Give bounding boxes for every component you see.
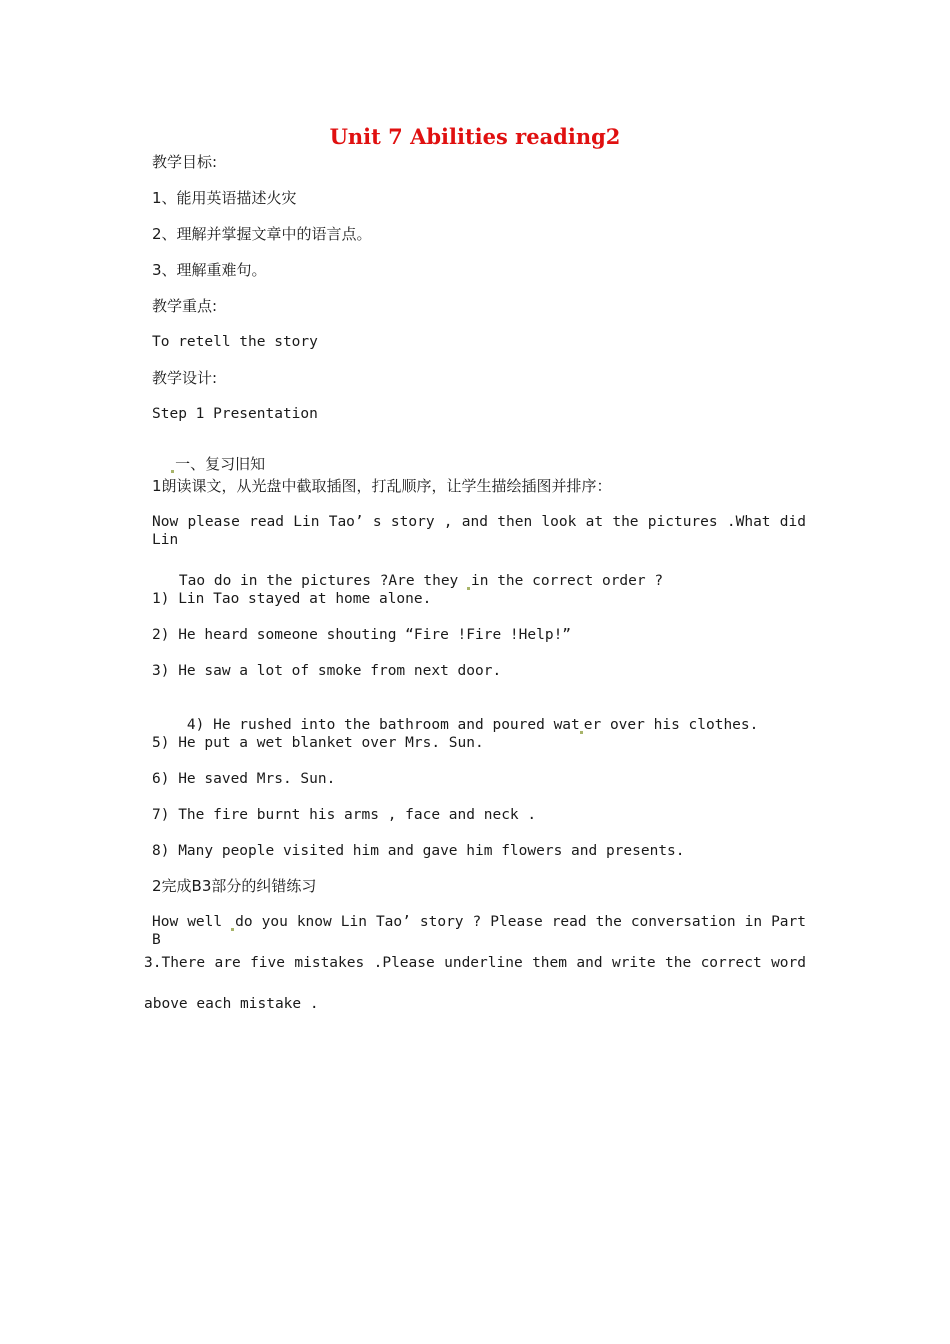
task1-intro-line: Now please read Lin Tao’ s story , and then look at the pictures .What did Lin bbox=[152, 514, 806, 548]
task2-text: do you know Lin Tao’ story ? Please read the conversation in Part B bbox=[152, 914, 806, 948]
sentence-item: 6) He saved Mrs. Sun. bbox=[152, 771, 336, 787]
task2-text-line: above each mistake . bbox=[144, 996, 319, 1012]
key-point-heading: 教学重点: bbox=[152, 297, 218, 315]
objective-item: 1、能用英语描述火灾 bbox=[152, 189, 297, 207]
sentence-item: 5) He put a wet blanket over Mrs. Sun. bbox=[152, 735, 484, 751]
objective-item: 2、理解并掌握文章中的语言点。 bbox=[152, 225, 372, 243]
annotation-mark-icon bbox=[467, 587, 470, 590]
document-title: Unit 7 Abilities reading2 bbox=[329, 124, 621, 149]
task1-intro-text: in the correct order ? bbox=[471, 573, 664, 589]
objective-item: 3、理解重难句。 bbox=[152, 261, 267, 279]
task1-intro-text: Tao do in the pictures ?Are they bbox=[178, 573, 468, 589]
task2-heading: 2完成B3部分的纠错练习 bbox=[152, 877, 317, 895]
key-point-text: To retell the story bbox=[152, 334, 318, 350]
sentence-text: 4) He rushed into the bathroom and poured wat bbox=[186, 717, 580, 733]
review-heading-text: 一、复习旧知 bbox=[175, 455, 266, 473]
annotation-mark-icon bbox=[231, 928, 234, 931]
annotation-mark-icon bbox=[580, 731, 583, 734]
task2-text-line: 3.There are five mistakes .Please underline them and write the correct word bbox=[144, 955, 806, 971]
objectives-heading: 教学目标: bbox=[152, 153, 218, 171]
task2-text-line bbox=[152, 913, 806, 949]
step-heading: Step 1 Presentation bbox=[152, 406, 318, 422]
sentence-text: er over his clothes. bbox=[583, 717, 759, 733]
sentence-item: 2) He heard someone shouting “Fire !Fire !Help!” bbox=[152, 627, 572, 643]
sentence-item: 1) Lin Tao stayed at home alone. bbox=[152, 591, 432, 607]
design-heading: 教学设计: bbox=[152, 369, 218, 387]
sentence-item: 3) He saw a lot of smoke from next door. bbox=[152, 663, 502, 679]
annotation-mark-icon bbox=[171, 470, 174, 473]
task1-heading: 1朗读课文，从光盘中截取插图，打乱顺序，让学生描绘插图并排序： bbox=[152, 477, 612, 495]
task2-text: How well bbox=[152, 914, 232, 930]
sentence-item: 8) Many people visited him and gave him flowers and presents. bbox=[152, 843, 685, 859]
sentence-item: 7) The fire burnt his arms , face and neck . bbox=[152, 807, 537, 823]
